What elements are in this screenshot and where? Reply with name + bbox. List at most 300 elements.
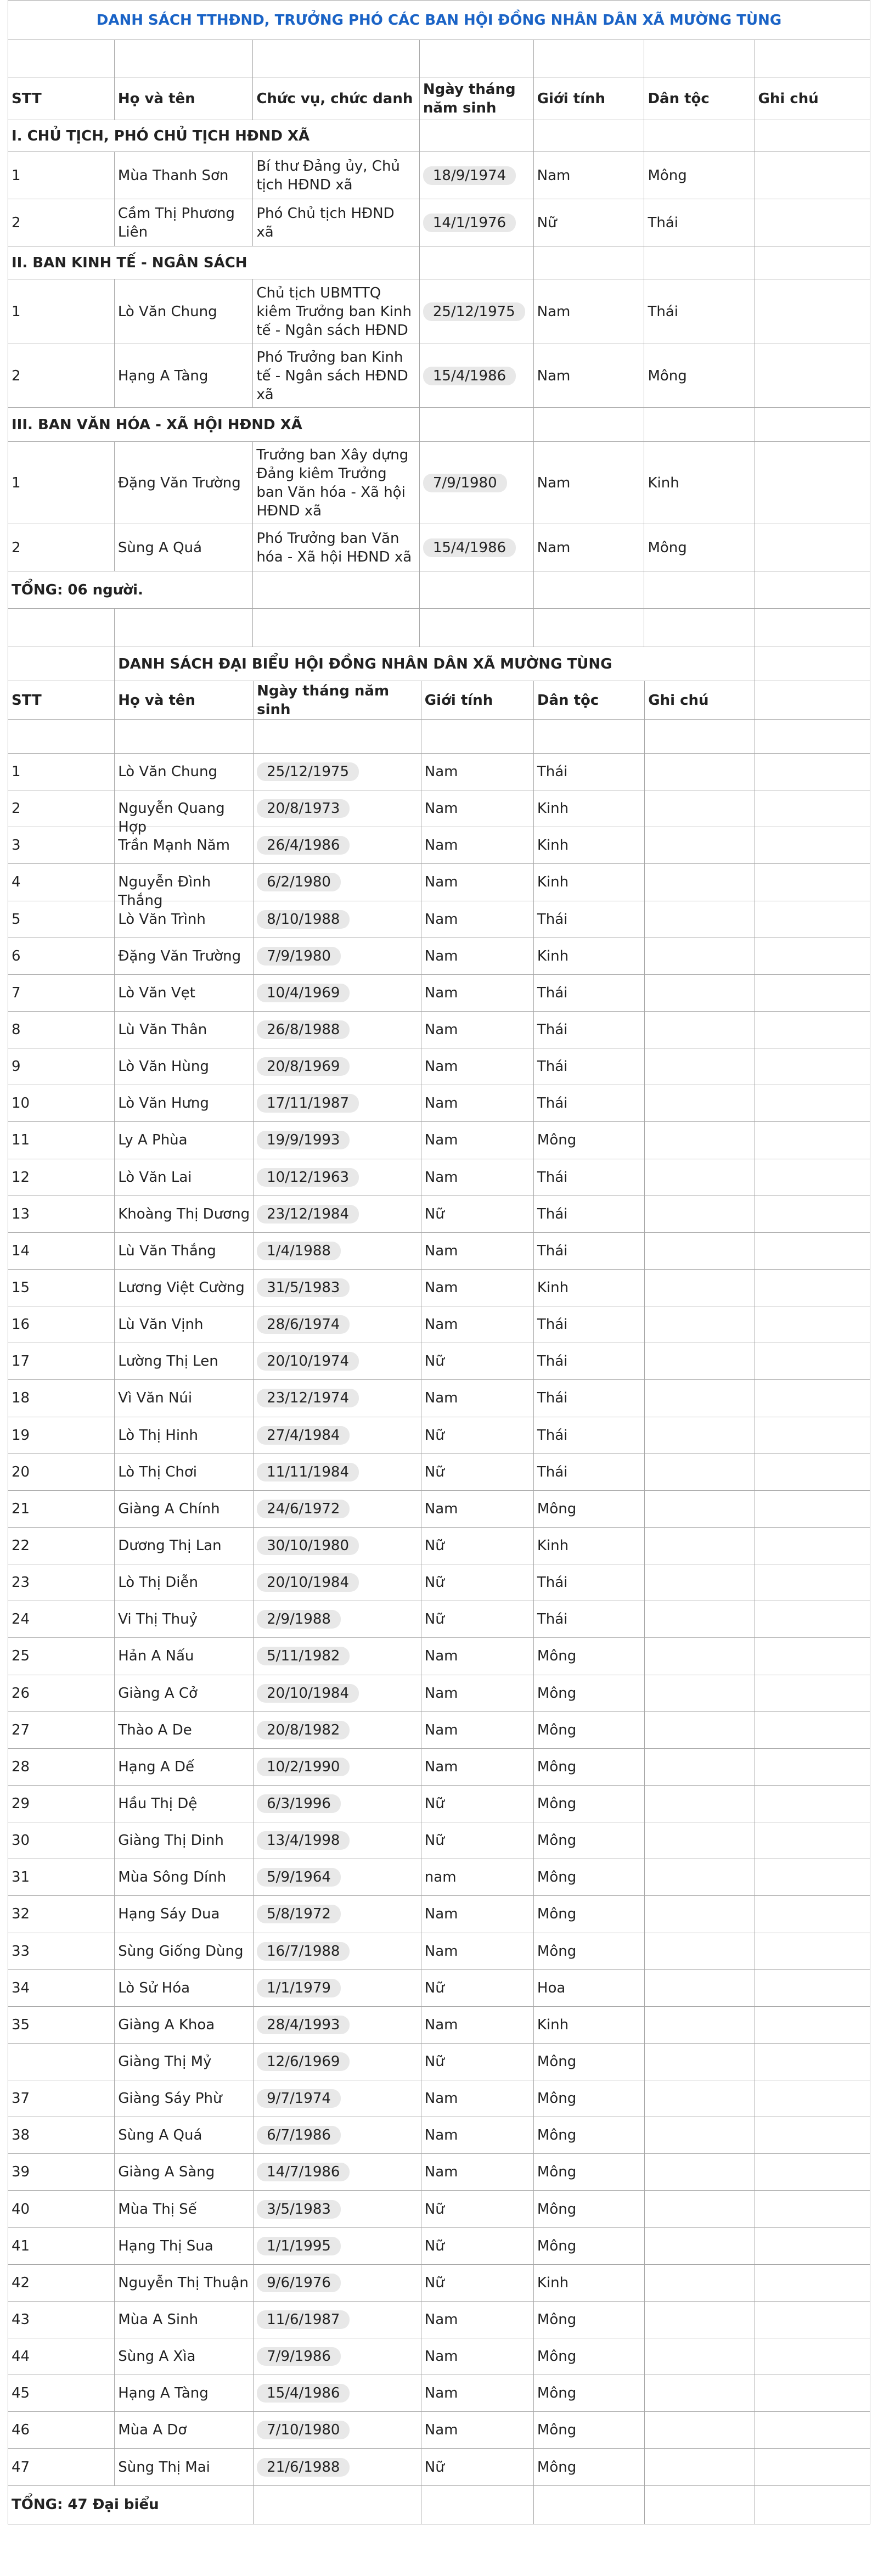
sex-cell [421, 1490, 533, 1527]
table-row [8, 1011, 870, 1048]
stt-cell [8, 864, 115, 901]
dob-cell [254, 2338, 421, 2375]
ethnicity-value: Mông [537, 1685, 577, 1702]
sex-cell [421, 2375, 533, 2412]
ethnicity-value: Thái [537, 984, 568, 1001]
sex-value: Nam [424, 984, 458, 1001]
sex-cell [421, 1048, 533, 1085]
extra-cell [755, 2227, 870, 2264]
note-cell [645, 2191, 755, 2227]
extra-cell [755, 2375, 870, 2412]
table-row [8, 1969, 870, 2006]
table-row [8, 2154, 870, 2191]
ethnicity-value: Mông [537, 1906, 577, 1923]
name-value: Lò Sử Hóa [118, 1979, 190, 1996]
sex-cell [421, 1269, 533, 1306]
stt-cell [8, 1638, 115, 1675]
stt-value: 46 [12, 2422, 30, 2439]
note-cell [645, 1822, 755, 1859]
name-value: Ly A Phùa [118, 1132, 188, 1149]
note-cell [645, 2375, 755, 2412]
extra-cell [755, 2191, 870, 2227]
table-row [8, 1675, 870, 1711]
dob-cell [254, 1859, 421, 1896]
table-row [8, 2264, 870, 2301]
table-row [8, 2191, 870, 2227]
note-cell [645, 1269, 755, 1306]
name-value: Trần Mạnh Năm [118, 837, 230, 854]
name-cell [115, 2117, 254, 2154]
role-cell: Phó Trưởng ban Kinh tế - Ngân sách HĐND xã [253, 344, 420, 408]
table-row [8, 1748, 870, 1785]
stt-value: 1 [12, 764, 21, 781]
dob-cell [254, 901, 421, 938]
note-cell [755, 344, 870, 408]
table-row [8, 2080, 870, 2117]
name-value: Giàng Thị Dinh [118, 1832, 224, 1849]
stt-value: 11 [12, 1132, 30, 1149]
sex-value: Nam [424, 1316, 458, 1333]
empty-cell [644, 609, 755, 647]
stt-value: 10 [12, 1095, 30, 1112]
extra-cell [755, 1859, 870, 1896]
ethnicity-value: Mông [537, 1721, 577, 1738]
name-cell [115, 1969, 254, 2006]
name-value: Mùa A Sinh [118, 2311, 199, 2328]
note-cell [645, 1933, 755, 1969]
note-cell [645, 1380, 755, 1417]
stt-value: 28 [12, 1758, 30, 1775]
name-value: Mùa A Dơ [118, 2422, 187, 2439]
ethnicity-value: Thái [537, 1427, 568, 1444]
sex-value: Nam [424, 1242, 458, 1259]
sex-value: Nữ [424, 2201, 444, 2218]
extra-cell [755, 2043, 870, 2080]
dob-value: 20/8/1969 [257, 1057, 350, 1076]
stt-value: 25 [12, 1648, 30, 1665]
ethnicity-value: Mông [537, 1795, 577, 1812]
empty-cell [8, 720, 115, 754]
name-value: Khoàng Thị Dương [118, 1205, 250, 1222]
sex-cell [421, 827, 533, 864]
sex-value: Nam [424, 874, 458, 891]
ethnicity-value: Thái [537, 1316, 568, 1333]
ethnicity-value: Mông [537, 2385, 577, 2402]
ethnicity-cell [533, 974, 644, 1011]
ethnicity-cell: Thái [644, 199, 755, 246]
empty-cell [644, 120, 755, 152]
sex-value: Nữ [424, 1463, 444, 1480]
stt-cell [8, 1122, 115, 1159]
sex-cell [421, 1785, 533, 1822]
sex-cell [421, 1969, 533, 2006]
stt-value: 40 [12, 2201, 30, 2218]
extra-cell [755, 901, 870, 938]
table-row [8, 1933, 870, 1969]
name-cell [115, 1711, 254, 1748]
dob-value: 2/9/1988 [257, 1610, 341, 1629]
name-value: Lò Thị Hinh [118, 1427, 198, 1444]
dob-value: 20/8/1982 [257, 1721, 350, 1739]
note-cell [645, 1859, 755, 1896]
stt-cell [8, 1969, 115, 2006]
header-stt: STT [8, 681, 115, 720]
ethnicity-cell [533, 1453, 644, 1490]
ethnicity-value: Mông [537, 1943, 577, 1960]
name-cell: Mùa Thanh Sơn [114, 152, 252, 199]
sex-cell: Nam [533, 279, 644, 344]
note-cell [645, 1453, 755, 1490]
ethnicity-cell [533, 1159, 644, 1196]
header-dob: Ngày tháng năm sinh [419, 77, 533, 120]
note-cell [645, 1343, 755, 1380]
stt-cell [8, 2154, 115, 2191]
ethnicity-cell [533, 1933, 644, 1969]
empty-cell [755, 571, 870, 609]
sex-cell [421, 974, 533, 1011]
stt-cell: 1 [8, 152, 115, 199]
name-value: Nguyễn Đình Thắng [118, 874, 211, 910]
table-row [8, 1232, 870, 1269]
stt-cell [8, 1232, 115, 1269]
note-cell [645, 1601, 755, 1638]
sex-cell [421, 2227, 533, 2264]
sex-cell [421, 1159, 533, 1196]
name-value: Lù Văn Thắng [118, 1242, 216, 1259]
dob-cell [254, 1896, 421, 1933]
ethnicity-cell [533, 1380, 644, 1417]
ethnicity-cell [533, 1969, 644, 2006]
name-cell [115, 2043, 254, 2080]
dob-value: 7/9/1986 [257, 2347, 341, 2366]
sex-value: Nam [424, 1906, 458, 1923]
name-value: Lường Thị Len [118, 1353, 218, 1370]
ethnicity-value: Thái [537, 1022, 568, 1039]
name-cell: Sùng A Quá [114, 524, 252, 571]
note-cell [645, 1527, 755, 1564]
sex-cell [421, 938, 533, 974]
name-cell [115, 2338, 254, 2375]
table-row [8, 1306, 870, 1343]
name-value: Lương Việt Cường [118, 1279, 245, 1297]
name-cell [115, 1196, 254, 1232]
section-title: III. BAN VĂN HÓA - XÃ HỘI HĐND XÃ [8, 408, 420, 442]
sex-cell [421, 1933, 533, 1969]
name-value: Lò Văn Trình [118, 911, 206, 928]
table-row [8, 2227, 870, 2264]
dob-cell [419, 279, 533, 344]
note-cell [645, 1748, 755, 1785]
dob-value: 28/6/1974 [257, 1315, 350, 1334]
name-cell [115, 1933, 254, 1969]
table-row [8, 1785, 870, 1822]
stt-cell [8, 2375, 115, 2412]
stt-cell [8, 1306, 115, 1343]
name-value: Hầu Thị Dệ [118, 1795, 198, 1812]
dob-cell [254, 1933, 421, 1969]
sex-cell [421, 1011, 533, 1048]
table-row [8, 2043, 870, 2080]
note-cell [645, 1306, 755, 1343]
stt-value: 4 [12, 874, 21, 891]
stt-value [12, 2052, 111, 2071]
sex-cell [421, 2043, 533, 2080]
table-row [8, 1711, 870, 1748]
stt-value: 30 [12, 1832, 30, 1849]
note-cell [645, 1085, 755, 1122]
ethnicity-value: Mông [537, 2201, 577, 2218]
extra-cell [755, 1085, 870, 1122]
dob-value: 8/10/1988 [257, 910, 350, 929]
stt-value: 2 [12, 800, 21, 817]
sex-value: Nữ [424, 1427, 444, 1444]
ethnicity-cell [533, 938, 644, 974]
extra-cell [755, 1527, 870, 1564]
stt-cell [8, 938, 115, 974]
note-cell [645, 1417, 755, 1453]
sex-cell [421, 2301, 533, 2338]
dob-cell [419, 524, 533, 571]
ethnicity-cell [533, 1343, 644, 1380]
note-cell [645, 2264, 755, 2301]
name-value: Đặng Văn Trường [118, 947, 241, 964]
stt-cell: 2 [8, 344, 115, 408]
note-cell [645, 1711, 755, 1748]
sex-value: Nam [424, 2127, 458, 2144]
sex-value: Nam [424, 1169, 458, 1186]
table-row [8, 2117, 870, 2154]
name-cell [115, 2227, 254, 2264]
dob-cell [254, 2227, 421, 2264]
empty-cell [645, 720, 755, 754]
dob-cell [254, 2375, 421, 2412]
name-cell [115, 1343, 254, 1380]
note-cell [645, 2449, 755, 2485]
empty-cell [419, 40, 533, 77]
empty-cell [419, 120, 533, 152]
extra-cell [755, 1269, 870, 1306]
sex-value: Nữ [424, 2237, 444, 2254]
extra-cell [755, 2117, 870, 2154]
ethnicity-value: Thái [537, 1058, 568, 1075]
note-cell [755, 279, 870, 344]
dob-value: 11/11/1984 [257, 1463, 359, 1481]
dob-cell [254, 1048, 421, 1085]
dob-cell [254, 1748, 421, 1785]
table-row [8, 1122, 870, 1159]
note-cell [645, 2117, 755, 2154]
dob-cell [254, 1343, 421, 1380]
ethnicity-cell [533, 1196, 644, 1232]
ethnicity-cell [533, 2338, 644, 2375]
sex-cell [421, 2412, 533, 2449]
stt-value: 47 [12, 2459, 30, 2476]
stt-cell [8, 1785, 115, 1822]
stt-cell [8, 901, 115, 938]
dob-value: 24/6/1972 [257, 1500, 350, 1518]
ethnicity-cell [533, 901, 644, 938]
ethnicity-value: Mông [537, 1832, 577, 1849]
sex-value: Nam [424, 1685, 458, 1702]
sex-value: Nam [424, 1500, 458, 1517]
dob-cell [254, 2301, 421, 2338]
sex-value: Nữ [424, 1611, 444, 1628]
table-row [8, 938, 870, 974]
dob-value: 7/9/1980 [257, 947, 341, 966]
name-cell [115, 2375, 254, 2412]
empty-cell [533, 246, 644, 279]
dob-cell [254, 1232, 421, 1269]
stt-value: 15 [12, 1279, 30, 1297]
stt-cell [8, 2043, 115, 2080]
table-row [8, 1564, 870, 1601]
extra-cell [755, 1490, 870, 1527]
note-cell [645, 1896, 755, 1933]
header-ethnicity: Dân tộc [533, 681, 644, 720]
stt-cell [8, 1859, 115, 1896]
stt-cell [8, 1527, 115, 1564]
name-value: Lù Văn Vịnh [118, 1316, 204, 1333]
ethnicity-value: Thái [537, 1205, 568, 1222]
ethnicity-cell [533, 827, 644, 864]
ethnicity-cell [533, 864, 644, 901]
ethnicity-cell [533, 1306, 644, 1343]
stt-cell [8, 1564, 115, 1601]
empty-cell [645, 2485, 755, 2524]
extra-cell [755, 1969, 870, 2006]
stt-cell [8, 2006, 115, 2043]
dob-cell [254, 1417, 421, 1453]
sex-cell [421, 2117, 533, 2154]
stt-value: 44 [12, 2348, 30, 2365]
name-cell [115, 2191, 254, 2227]
extra-cell [755, 1417, 870, 1453]
stt-value: 26 [12, 1685, 30, 1702]
name-cell [115, 974, 254, 1011]
name-value: Hạng Thị Sua [118, 2237, 213, 2254]
extra-cell [755, 1122, 870, 1159]
sex-cell: Nam [533, 442, 644, 524]
dob-value: 16/7/1988 [257, 1942, 350, 1961]
dob-value: 20/8/1973 [257, 799, 350, 818]
note-cell [645, 1638, 755, 1675]
name-cell [115, 1822, 254, 1859]
dob-cell [254, 1122, 421, 1159]
ethnicity-value: Mông [537, 1869, 577, 1886]
name-value: Thào A De [118, 1721, 192, 1738]
stt-value: 42 [12, 2274, 30, 2291]
table-row [8, 974, 870, 1011]
table-row [8, 1380, 870, 1417]
name-value: Lù Văn Thân [118, 1022, 207, 1039]
ethnicity-cell [533, 2043, 644, 2080]
stt-cell [8, 827, 115, 864]
name-cell [115, 1490, 254, 1527]
dob-value: 26/8/1988 [257, 1020, 350, 1039]
sex-cell [421, 1638, 533, 1675]
name-cell [115, 1232, 254, 1269]
sex-value: Nam [424, 1022, 458, 1039]
sex-value: Nam [424, 1648, 458, 1665]
note-cell [645, 2080, 755, 2117]
empty-cell [644, 571, 755, 609]
stt-value: 18 [12, 1390, 30, 1407]
extra-cell [755, 1564, 870, 1601]
ethnicity-cell [533, 2449, 644, 2485]
sex-cell [421, 1896, 533, 1933]
ethnicity-value: Kinh [537, 2274, 569, 2291]
sex-cell [421, 2080, 533, 2117]
stt-value: 13 [12, 1205, 30, 1222]
empty-cell [419, 246, 533, 279]
dob-value: 15/4/1986 [257, 2384, 350, 2403]
dob-cell [254, 1601, 421, 1638]
dob-value: 6/2/1980 [257, 873, 341, 891]
ethnicity-value: Thái [537, 1574, 568, 1591]
table-row [8, 1085, 870, 1122]
table-row [8, 2301, 870, 2338]
dob-value: 10/12/1963 [257, 1168, 359, 1187]
ethnicity-cell [533, 1122, 644, 1159]
extra-cell [755, 1711, 870, 1748]
dob-value: 10/4/1969 [257, 984, 350, 1002]
stt-cell [8, 790, 115, 827]
dob-cell [254, 1711, 421, 1748]
dob-value: 5/9/1964 [257, 1868, 341, 1887]
dob-cell [254, 1306, 421, 1343]
note-cell [755, 199, 870, 246]
stt-value: 41 [12, 2237, 30, 2254]
note-cell [645, 2412, 755, 2449]
header-sex: Giới tính [421, 681, 533, 720]
name-cell [115, 2264, 254, 2301]
dob-cell [254, 1085, 421, 1122]
table-row [8, 1822, 870, 1859]
ethnicity-value: Kinh [537, 1537, 569, 1554]
ethnicity-cell: Kinh [644, 442, 755, 524]
sex-cell [421, 1453, 533, 1490]
table-row [8, 1269, 870, 1306]
dob-value: 21/6/1988 [257, 2458, 350, 2477]
ethnicity-value: Mông [537, 2422, 577, 2439]
empty-cell [755, 246, 870, 279]
name-cell [115, 2412, 254, 2449]
empty-cell [533, 720, 644, 754]
stt-cell [8, 2449, 115, 2485]
empty-cell [755, 647, 870, 681]
ethnicity-value: Thái [537, 1390, 568, 1407]
extra-cell [755, 1933, 870, 1969]
stt-value: 35 [12, 2016, 30, 2033]
name-value: Giàng Thị Mỷ [118, 2053, 212, 2070]
stt-value: 19 [12, 1427, 30, 1444]
sex-value: Nữ [424, 1537, 444, 1554]
extra-cell [755, 1048, 870, 1085]
name-value: Lò Văn Chung [118, 764, 217, 781]
note-cell [645, 2227, 755, 2264]
spreadsheet [8, 0, 870, 2524]
table-row [8, 1159, 870, 1196]
dob-cell [254, 1011, 421, 1048]
ethnicity-cell [533, 1269, 644, 1306]
sex-value: Nữ [424, 2274, 444, 2291]
ethnicity-cell [533, 1896, 644, 1933]
extra-cell [755, 2154, 870, 2191]
name-cell [115, 2301, 254, 2338]
sex-cell [421, 1122, 533, 1159]
ethnicity-cell [533, 2006, 644, 2043]
extra-cell [755, 1896, 870, 1933]
